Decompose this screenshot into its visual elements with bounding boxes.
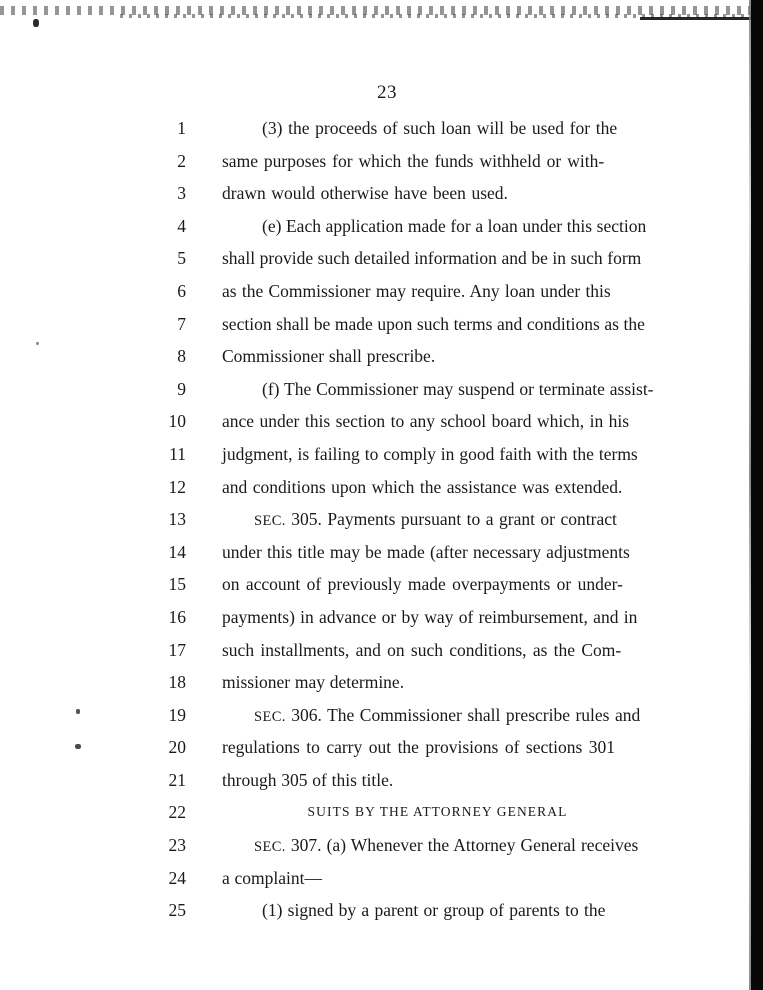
line-number: 17 (168, 639, 186, 660)
document-line (0, 505, 763, 538)
document-line (0, 570, 763, 603)
line-text (222, 833, 653, 859)
line-number: 4 (177, 215, 186, 236)
sec-label: SEC. (254, 708, 286, 725)
line-number: 7 (177, 313, 186, 334)
line-number: 21 (168, 769, 186, 790)
line-text: ance under this section to any school board which, in his (222, 411, 630, 432)
document-line (0, 538, 763, 571)
document-line (0, 114, 763, 147)
document-line (0, 407, 763, 440)
document-line (0, 603, 763, 636)
line-number: 18 (168, 672, 186, 693)
line-number: 15 (168, 574, 186, 595)
line-text: as the Commissioner may require. Any loan under this (222, 280, 611, 301)
line-number: 5 (177, 248, 186, 269)
line-text: regulations to carry out the provisions of sections 301 (222, 737, 615, 758)
line-text: drawn would otherwise have been used. (222, 183, 508, 204)
scan-speck (33, 19, 39, 27)
line-text (222, 703, 653, 729)
line-number: 1 (177, 118, 186, 138)
line-text: and conditions upon which the assistance was extended. (222, 476, 623, 497)
sec-label: SEC. (254, 839, 286, 856)
line-number: 8 (177, 346, 186, 367)
document-line (0, 244, 763, 277)
page-number (0, 82, 763, 104)
document-line (0, 147, 763, 180)
sec-label: SEC. (254, 513, 286, 530)
line-number: 16 (168, 606, 186, 627)
line-text: missioner may determine. (222, 672, 405, 693)
document-line (0, 440, 763, 473)
line-text: judgment, is failing to comply in good faith with the terms (222, 443, 638, 464)
line-text: (f) The Commissioner may suspend or terminate assist- (262, 378, 654, 399)
document-line (0, 310, 763, 343)
line-text: payments) in advance or by way of reimbursement, and in (222, 606, 638, 627)
line-text: Commissioner shall prescribe. (222, 346, 436, 367)
scan-artifact-top-rule (640, 17, 752, 20)
document-line (0, 473, 763, 506)
line-number: 10 (168, 411, 186, 432)
line-text: (1) signed by a parent or group of parents to the (262, 900, 606, 921)
line-number: 2 (177, 150, 186, 171)
line-text: through 305 of this title. (222, 769, 394, 790)
line-text: (e) Each application made for a loan under this section (262, 215, 647, 236)
line-text: same purposes for which the funds withheld or with- (222, 150, 605, 171)
page-number-value: 23 (377, 82, 397, 103)
line-number: 12 (168, 476, 186, 497)
line-number: 3 (177, 183, 186, 204)
line-text: under this title may be made (after necessary adjustments (222, 541, 630, 562)
line-text: a complaint— (222, 867, 323, 888)
line-text: shall provide such detailed information and be in such form (222, 248, 642, 269)
document-line (0, 375, 763, 408)
line-text: such installments, and on such conditions, as the Com- (222, 639, 622, 660)
line-number: 13 (168, 509, 186, 530)
line-number: 25 (168, 900, 186, 921)
document-body (0, 114, 763, 929)
line-text: section shall be made upon such terms and conditions as the (222, 313, 645, 334)
line-text: on account of previously made overpayments or under- (222, 574, 623, 595)
line-number: 11 (169, 443, 186, 464)
line-number: 6 (177, 280, 186, 301)
document-line (0, 636, 763, 669)
document-line (0, 179, 763, 212)
line-text-body: 307. (a) Whenever the Attorney General receives (285, 835, 639, 856)
document-line (0, 668, 763, 701)
line-number: 20 (168, 737, 186, 758)
line-number: 9 (177, 378, 186, 399)
document-line (0, 766, 763, 799)
line-text (222, 507, 653, 533)
document-line (0, 342, 763, 375)
document-line (0, 896, 763, 929)
line-number: 23 (168, 835, 186, 856)
line-number: 19 (168, 704, 186, 725)
document-line (0, 798, 763, 831)
document-line (0, 277, 763, 310)
document-line (0, 864, 763, 897)
line-number: 14 (168, 541, 186, 562)
document-line (0, 733, 763, 766)
line-number: 22 (168, 802, 186, 823)
document-line (0, 831, 763, 864)
line-text-body: 306. The Commissioner shall prescribe rules and (285, 704, 641, 725)
line-text: (3) the proceeds of such loan will be used for the (262, 118, 618, 138)
document-line (0, 212, 763, 245)
section-heading: SUITS BY THE ATTORNEY GENERAL (307, 804, 568, 820)
line-text-body: 305. Payments pursuant to a grant or contract (285, 509, 617, 530)
line-number: 24 (168, 867, 186, 888)
document-line (0, 701, 763, 734)
